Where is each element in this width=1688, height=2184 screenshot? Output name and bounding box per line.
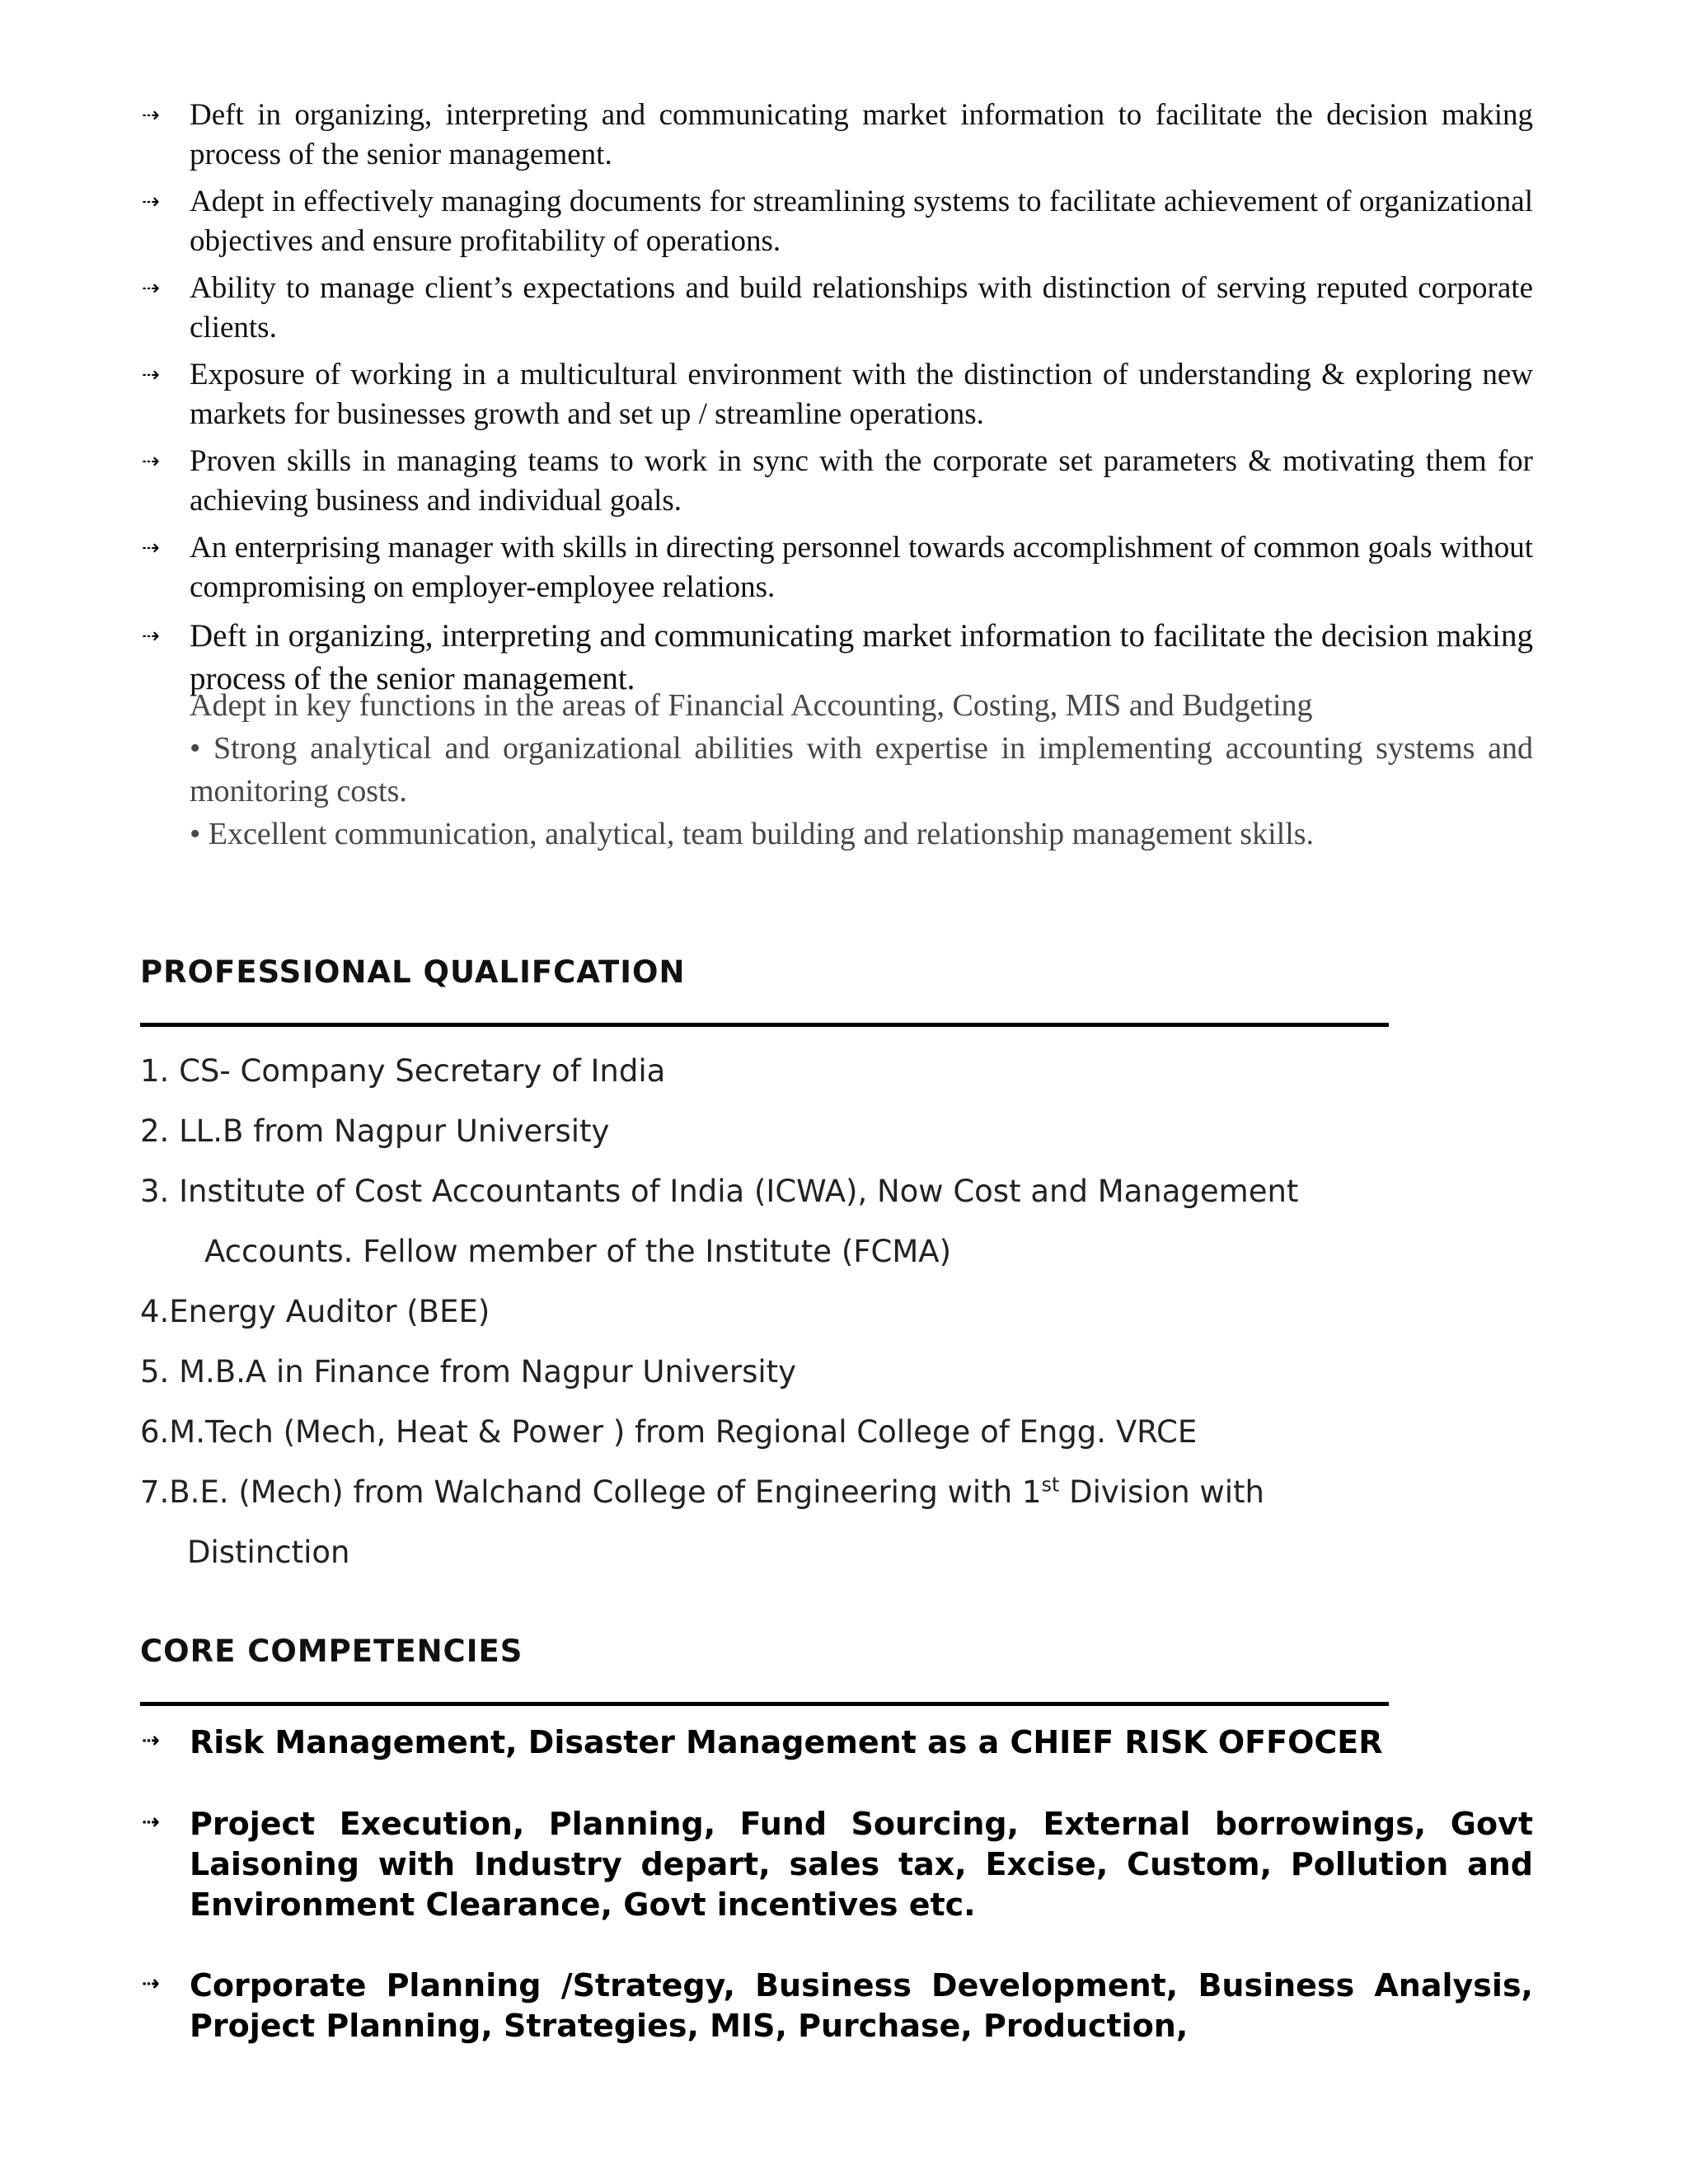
competency-text: Project Execution, Planning, Fund Sourcing, External borrowings, Govt Laisoning with Industry depart, sales tax, Excise, Custom, Pollution and Environment Clearance, Govt incentives etc. (190, 1806, 1533, 1923)
arrow-bullet-icon: ⇢ (142, 624, 160, 649)
arrow-bullet-icon: ⇢ (142, 1971, 160, 1996)
list-item (140, 442, 1533, 521)
arrow-bullet-icon: ⇢ (142, 363, 160, 387)
bullet-text: Proven skills in managing teams to work in sync with the corporate set parameters & motivating them for achieving business and individual goals. (190, 444, 1533, 518)
arrow-bullet-icon: ⇢ (142, 103, 160, 128)
qualification-item (140, 1474, 1264, 1510)
list-item (140, 269, 1533, 348)
qualification-text: Division with (1059, 1474, 1264, 1510)
list-item (140, 1804, 1533, 1925)
bullet-text: An enterprising manager with skills in directing personnel towards accomplishment of common goals without compromising on employer-employee relations. (190, 531, 1533, 604)
arrow-bullet-icon: ⇢ (142, 1810, 160, 1835)
qualification-item: 6.M.Tech (Mech, Heat & Power ) from Regional College of Engg. VRCE (140, 1414, 1198, 1450)
arrow-bullet-icon: ⇢ (142, 1728, 160, 1753)
ordinal-suffix: st (1041, 1473, 1060, 1497)
qualification-item: Distinction (187, 1535, 350, 1570)
skills-summary-line: • Excellent communication, analytical, team building and relationship management skills. (190, 817, 1315, 851)
arrow-bullet-icon: ⇢ (142, 449, 160, 474)
list-item (140, 355, 1533, 434)
section-divider (140, 1023, 1389, 1027)
skills-summary-block (190, 684, 1533, 855)
arrow-bullet-icon: ⇢ (142, 276, 160, 301)
bullet-text: Deft in organizing, interpreting and communicating market information to facilitate the decision making process of the senior management. (190, 618, 1533, 696)
qualification-item: 2. LL.B from Nagpur University (140, 1113, 610, 1149)
section-heading-core-competencies: CORE COMPETENCIES (140, 1633, 523, 1669)
qualification-item: 4.Energy Auditor (BEE) (140, 1294, 490, 1329)
list-item (140, 182, 1533, 261)
list-item (140, 1966, 1533, 2046)
competency-text: Corporate Planning /Strategy, Business Development, Business Analysis, Project Planning, Strategies, MIS, Purchase, Production, (190, 1967, 1533, 2044)
qualification-item: 3. Institute of Cost Accountants of India (ICWA), Now Cost and Management (140, 1174, 1299, 1209)
qualification-item: Accounts. Fellow member of the Institute (FCMA) (204, 1234, 952, 1269)
bullet-text: Exposure of working in a multicultural environment with the distinction of understanding & exploring new markets for businesses growth and set up / streamline operations. (190, 358, 1533, 431)
qualification-item: 5. M.B.A in Finance from Nagpur University (140, 1354, 797, 1390)
qualification-text: 7.B.E. (Mech) from Walchand College of Engineering with 1 (140, 1474, 1042, 1510)
section-heading-qualification: PROFESSIONAL QUALIFCATION (140, 954, 686, 990)
list-item (140, 528, 1533, 607)
competency-text: Risk Management, Disaster Management as a CHIEF RISK OFFOCER (190, 1724, 1383, 1760)
bullet-text: Ability to manage client’s expectations and build relationships with distinction of serving reputed corporate clients. (190, 271, 1533, 344)
qualification-item: 1. CS- Company Secretary of India (140, 1053, 666, 1089)
arrow-bullet-icon: ⇢ (142, 536, 160, 560)
bullet-text: Adept in effectively managing documents for streamlining systems to facilitate achievement of organizational objectives and ensure profitability of operations. (190, 185, 1533, 258)
section-divider (140, 1702, 1389, 1706)
bullet-text: Deft in organizing, interpreting and communicating market information to facilitate the decision making process of the senior management. (190, 98, 1533, 171)
intro-bullet-list (140, 96, 1533, 708)
skills-summary-line: • Strong analytical and organizational abilities with expertise in implementing accounting systems and monitoring costs. (190, 731, 1533, 808)
core-competencies-list (140, 1722, 1533, 2046)
arrow-bullet-icon: ⇢ (142, 190, 160, 214)
list-item (140, 96, 1533, 175)
skills-summary-line: Adept in key functions in the areas of Financial Accounting, Costing, MIS and Budgeting (190, 688, 1313, 723)
list-item (140, 1722, 1533, 1763)
